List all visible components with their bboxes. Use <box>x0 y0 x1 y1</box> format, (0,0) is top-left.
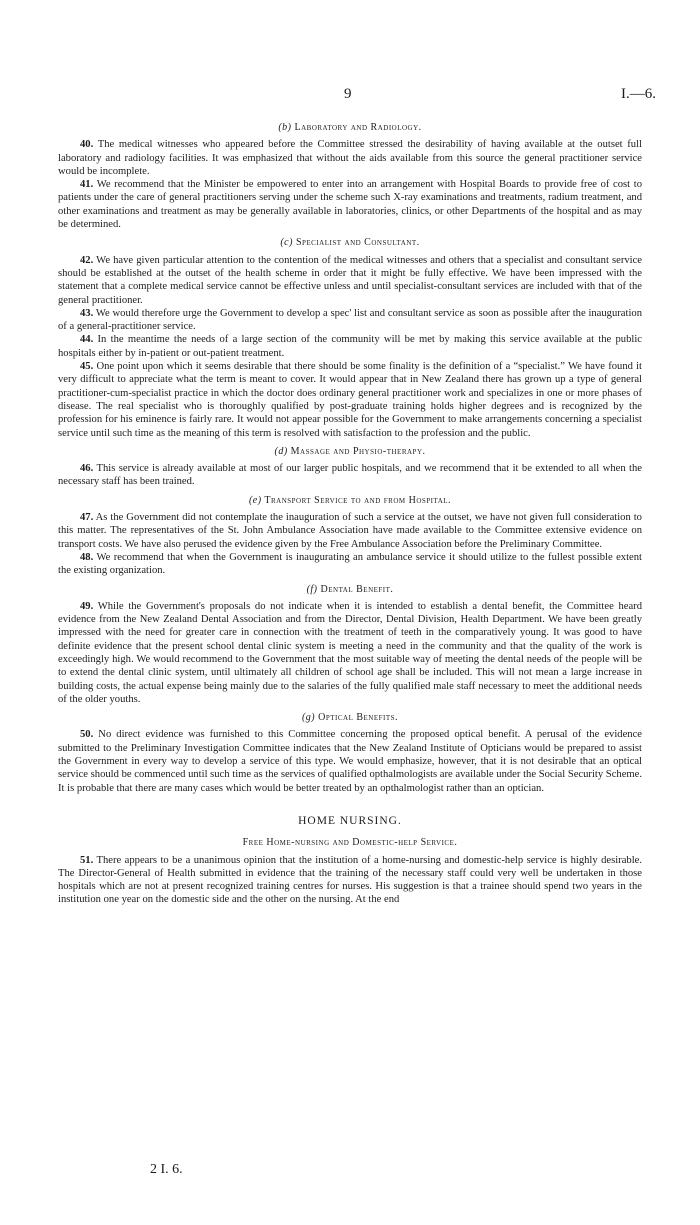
running-header <box>58 86 656 104</box>
page-number: 9 <box>344 86 352 102</box>
section-heading: (c) Specialist and Consultant. <box>280 237 420 249</box>
paragraph-42: 42. We have given particular attention to the contention of the medical witnesses and others that a specialist and consultant service should be established at the outset of the health scheme in order that it might be fully effective. We have been impressed with the statement that a complete medical service cannot be effective unless and until specialist-consultant services are included with that of the general practitioner. <box>58 254 642 306</box>
paragraph-44: 44. In the meantime the needs of a large section of the community will be met by making this service available at the public hospitals either by in-patient or out-patient treatment. <box>58 334 642 359</box>
paragraph-43: 43. We would therefore urge the Government to develop a spec' list and consultant service as soon as possible after the inauguration of a general-practitioner service. <box>58 307 642 333</box>
paragraph-51: 51. There appears to be a unanimous opinion that the institution of a home-nursing and domestic-help service is highly desirable. The Director-General of Health submitted in evidence that the training of the necessary staff could very well be undertaken in those hospitals which are not at present recognized training centres for nurses. His suggestion is that a trainee should spend two years in the institution one year on the domestic side and the other on the nursing. At the end <box>58 854 642 906</box>
paragraph-41: 41. We recommend that the Minister be empowered to enter into an arrangement with Hospital Boards to provide free of cost to patients under the care of general practitioners serving under the scheme such X-ray examinations and treatments, radium treatment, and other examinations and treatment as may be generally available in laboratories, clinics, or other Departments of the hospital and as may be determined. <box>58 179 642 231</box>
major-heading: HOME NURSING. <box>298 814 402 827</box>
paragraph-47: 47. As the Government did not contemplate the inauguration of such a service at the outset, we have not given full consideration to this matter. The representatives of the St. John Ambulance Association have made available to the Committee extensive evidence on transport costs. We have also perused the evidence given by the Free Ambulance Association before the Preliminary Committee. <box>58 512 642 550</box>
section-heading: (d) Massage and Physio-therapy. <box>274 445 426 457</box>
section-heading: (e) Transport Service to and from Hospital. <box>248 494 452 506</box>
paragraph-45: 45. One point upon which it seems desirable that there should be some finality is the definition of a “specialist.” We have found it very difficult to appreciate what the term is meant to cover. It would appear that in New Zealand there has grown up a type of general practitioner-cum-specialist practice in which the doctor does ordinary general practitioner work and specializes in one or more phases of disease. The real specialist who is thoroughly qualified by post-graduate training holds higher degrees and is recognized by the profession for his eminence is fairly rare. It would not appear possible for the Government to make arrangements concerning a specialist service until such time as the meaning of this term is resolved with satisfaction to the profession and the public. <box>58 361 642 439</box>
section-heading: (g) Optical Benefits. <box>301 712 399 724</box>
document-body <box>58 116 642 907</box>
page-footer-signature: 2 I. 6. <box>150 1162 183 1177</box>
paragraph-49: 49. While the Government's proposals do not indicate when it is intended to establish a dental benefit, the Committee heard evidence from the New Zealand Dental Association and from the Director, Dental Division, Health Department. We have been greatly impressed with the need for greater care in connection with the treatment of teeth in the comparatively young. It was good to have definite evidence that the present school dental clinic system is meeting a need in the community and that the quality of the work is exceedingly high. We would recommend to the Government that the most suitable way of meeting the dental needs of the people will be to extend the dental clinic system, until ultimately all children of school age shall be included. This will not mean a large increase in building costs, the actual expense being mainly due to the salaries of the fully qualified male staff necessary to meet the additional needs of the older youths. <box>58 600 642 705</box>
section-heading: (b) Laboratory and Radiology. <box>278 122 422 133</box>
paragraph-40: 40. The medical witnesses who appeared before the Committee stressed the desirability of having available at the outset full laboratory and radiology facilities. It was emphasized that without the aids available from this source the general practitioner service would be incomplete. <box>58 139 642 177</box>
paragraph-48: 48. We recommend that when the Government is inaugurating an ambulance service it should utilize to the fullest possible extent the existing organization. <box>58 551 642 577</box>
paragraph-50: 50. No direct evidence was furnished to this Committee concerning the proposed optical benefit. A perusal of the evidence submitted to the Preliminary Investigation Committee indicates that the New Zealand Institute of Opticians would be prepared to assist the Government in every way to develop a service of this type. We would emphasize, however, that it is not desirable that an optical service should be commenced until such time as the services of qualified opthalmologists are available under the Social Security Scheme. It is probable that there are many cases which would be better treated by an opthalmologist rather than an optician. <box>58 729 642 794</box>
paragraph-46: 46. This service is already available at most of our larger public hospitals, and we recommend that it be extended to all when the necessary staff has been trained. <box>58 463 642 488</box>
section-heading: (f) Dental Benefit. <box>306 583 394 595</box>
document-reference: I.—6. <box>621 86 656 102</box>
section-heading: Free Home-nursing and Domestic-help Service. <box>242 837 458 849</box>
